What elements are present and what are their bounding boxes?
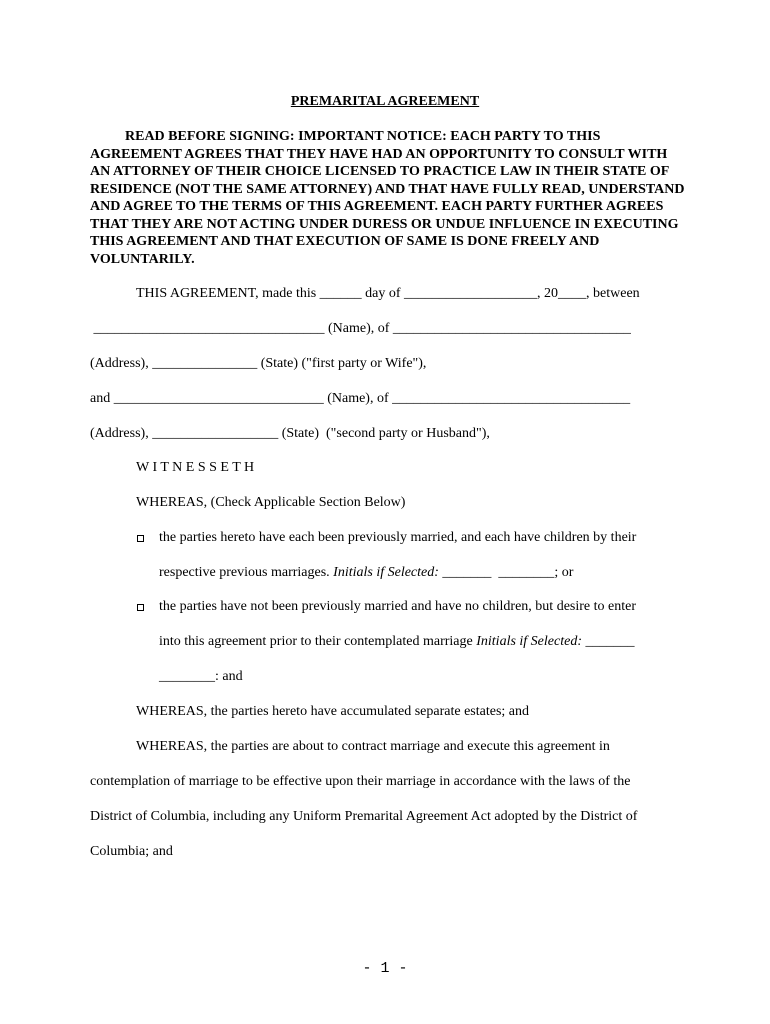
party1-name-line: _________________________________ (Name), of __________________________________ — [90, 321, 631, 336]
document-title: PREMARITAL AGREEMENT — [290, 94, 480, 109]
important-notice: READ BEFORE SIGNING: IMPORTANT NOTICE: EACH PARTY TO THIS AGREEMENT AGREES THAT THEY HAVE HAD AN OPPORTUNITY TO CONSULT WITH AN ATTORNEY OF THEIR CHOICE LICENSED TO PRACTICE LAW IN THEIR STATE OF RESIDENCE (NOT THE SAME ATTORNEY) AND THAT HAVE FULLY READ, UNDERSTAND AND AGREE TO THE TERMS OF THIS AGREEMENT. EACH PARTY FURTHER AGREES THAT THEY ARE NOT ACTING UNDER DURESS OR UNDUE INFLUENCE IN EXECUTING THIS AGREEMENT AND THAT EXECUTION OF SAME IS DONE FREELY AND VOLUNTARILY. — [90, 129, 685, 267]
option2-line1: the parties have not been previously married and have no children, but desire to enter — [159, 599, 636, 614]
whereas-check-heading: WHEREAS, (Check Applicable Section Below) — [136, 495, 406, 510]
option2-line2 — [159, 633, 634, 651]
option2-checkbox[interactable] — [137, 604, 144, 611]
party2-name-line: and ______________________________ (Name), of __________________________________ — [90, 391, 631, 406]
agreement-date-line: THIS AGREEMENT, made this ______ day of ___________________, 20____, between — [136, 286, 640, 301]
option2-initials-blanks: _______ — [581, 634, 635, 649]
option1-checkbox[interactable] — [137, 535, 144, 542]
whereas-contract-line2: contemplation of marriage to be effective upon their marriage in accordance with the laws of the — [90, 774, 631, 789]
option1-line2 — [159, 564, 573, 582]
option1-line2-text: respective previous marriages. — [159, 565, 334, 580]
option1-initials-blanks: _______ ________; or — [438, 565, 574, 580]
whereas-contract-line1: WHEREAS, the parties are about to contract marriage and execute this agreement in — [136, 739, 610, 754]
whereas-contract-line4: Columbia; and — [90, 844, 173, 859]
page-number: - 1 - — [362, 960, 408, 977]
whereas-contract-line3: District of Columbia, including any Uniform Premarital Agreement Act adopted by the District of — [90, 809, 638, 824]
option2-line2-text: into this agreement prior to their contemplated marriage — [159, 634, 477, 649]
option2-line3: ________: and — [159, 669, 243, 684]
party1-address-line: (Address), _______________ (State) ("first party or Wife"), — [90, 356, 427, 371]
whereas-estates: WHEREAS, the parties hereto have accumulated separate estates; and — [136, 704, 530, 719]
option1-initials-label: Initials if Selected: — [333, 565, 439, 580]
witnesseth-heading: W I T N E S S E T H — [136, 460, 255, 475]
option1-line1: the parties hereto have each been previously married, and each have children by their — [159, 530, 637, 545]
option2-initials-label: Initials if Selected: — [476, 634, 582, 649]
party2-address-line: (Address), __________________ (State) ("second party or Husband"), — [90, 426, 490, 441]
